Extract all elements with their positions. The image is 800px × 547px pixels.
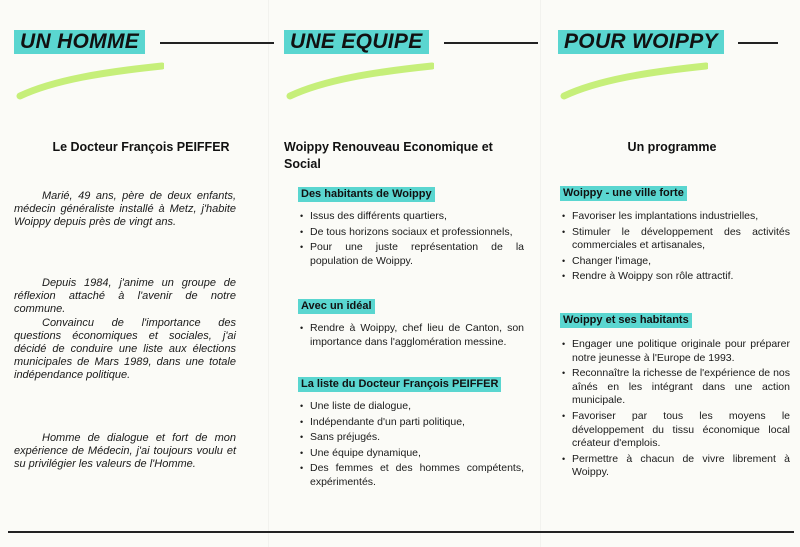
list-item: • Sans préjugés. — [300, 431, 524, 445]
panel3-section-1-title: Woippy - une ville forte — [560, 186, 687, 201]
panel3-section-2-list — [562, 338, 790, 482]
panel3-section-1-list — [562, 210, 790, 286]
panel1-paragraph-2: Depuis 1984, j'anime un groupe de réflexion attaché à l'avenir de notre commune. Convaincu de l'importance des questions économiques et sociales, j'ai décidé de conduire une liste aux élections municipales de Mars 1989, dans une totale indépendance politique. — [14, 277, 236, 382]
bottom-rule — [8, 531, 794, 533]
panel1-header — [14, 30, 145, 54]
green-swoosh-icon — [284, 62, 434, 100]
list-item: • Engager une politique originale pour préparer notre jeunesse à l'Europe de 1993. — [562, 338, 790, 365]
panel2-header-rule — [444, 42, 538, 44]
panel2-header-label: UNE EQUIPE — [284, 30, 429, 54]
list-item: • Une équipe dynamique, — [300, 447, 524, 461]
panel-une-equipe — [284, 0, 524, 520]
list-item: • Favoriser par tous les moyens le développement du tissu économique local créateur d'emplois. — [562, 410, 790, 451]
panel2-section-1-title: Des habitants de Woippy — [298, 187, 435, 202]
list-item: • Rendre à Woippy, chef lieu de Canton, son importance dans l'agglomération messine. — [300, 322, 524, 349]
list-item: • Permettre à chacun de vivre librement à Woippy. — [562, 453, 790, 480]
panel3-header-rule — [738, 42, 778, 44]
list-item: • Rendre à Woippy son rôle attractif. — [562, 270, 790, 284]
panel2-subtitle: Woippy Renouveau Economique et Social — [284, 140, 493, 171]
list-item: • Stimuler le développement des activités commerciales et artisanales, — [562, 226, 790, 253]
panel3-section-2-title: Woippy et ses habitants — [560, 313, 692, 328]
list-item: • Indépendante d'un parti politique, — [300, 416, 524, 430]
panel-pour-woippy — [558, 0, 790, 520]
panel1-header-label: UN HOMME — [14, 30, 145, 54]
panel1-paragraph-1: Marié, 49 ans, père de deux enfants, médecin généraliste installé à Metz, j'habite Woippy depuis près de vingt ans. — [14, 190, 236, 229]
list-item: • Issus des différents quartiers, — [300, 210, 524, 224]
green-swoosh-icon — [558, 62, 708, 100]
panel2-section-1-list — [300, 210, 524, 270]
list-item: • Des femmes et des hommes compétents, expérimentés. — [300, 462, 524, 489]
panel2-header — [284, 30, 429, 54]
list-item: • De tous horizons sociaux et professionnels, — [300, 226, 524, 240]
list-item: • Pour une juste représentation de la population de Woippy. — [300, 241, 524, 268]
list-item: • Une liste de dialogue, — [300, 400, 524, 414]
list-item: • Reconnaître la richesse de l'expérience de nos aînés en les intégrant dans une action municipale. — [562, 367, 790, 408]
list-item: • Changer l'image, — [562, 255, 790, 269]
panel3-header — [558, 30, 724, 54]
panel2-section-3-list — [300, 400, 524, 492]
panel1-subtitle: Le Docteur François PEIFFER — [52, 140, 230, 154]
panel1-paragraph-3: Homme de dialogue et fort de mon expérience de Médecin, j'ai toujours voulu et su privilégier les valeurs de l'Homme. — [14, 432, 236, 471]
panel2-section-3-title: La liste du Docteur François PEIFFER — [298, 377, 501, 392]
panel3-subtitle: Un programme — [627, 140, 717, 154]
panel2-section-2-title: Avec un idéal — [298, 299, 375, 314]
green-swoosh-icon — [14, 62, 164, 100]
panel-un-homme — [14, 0, 254, 520]
panel2-section-2-list — [300, 322, 524, 351]
panel1-header-rule — [160, 42, 274, 44]
panel3-header-label: POUR WOIPPY — [558, 30, 724, 54]
list-item: • Favoriser les implantations industrielles, — [562, 210, 790, 224]
